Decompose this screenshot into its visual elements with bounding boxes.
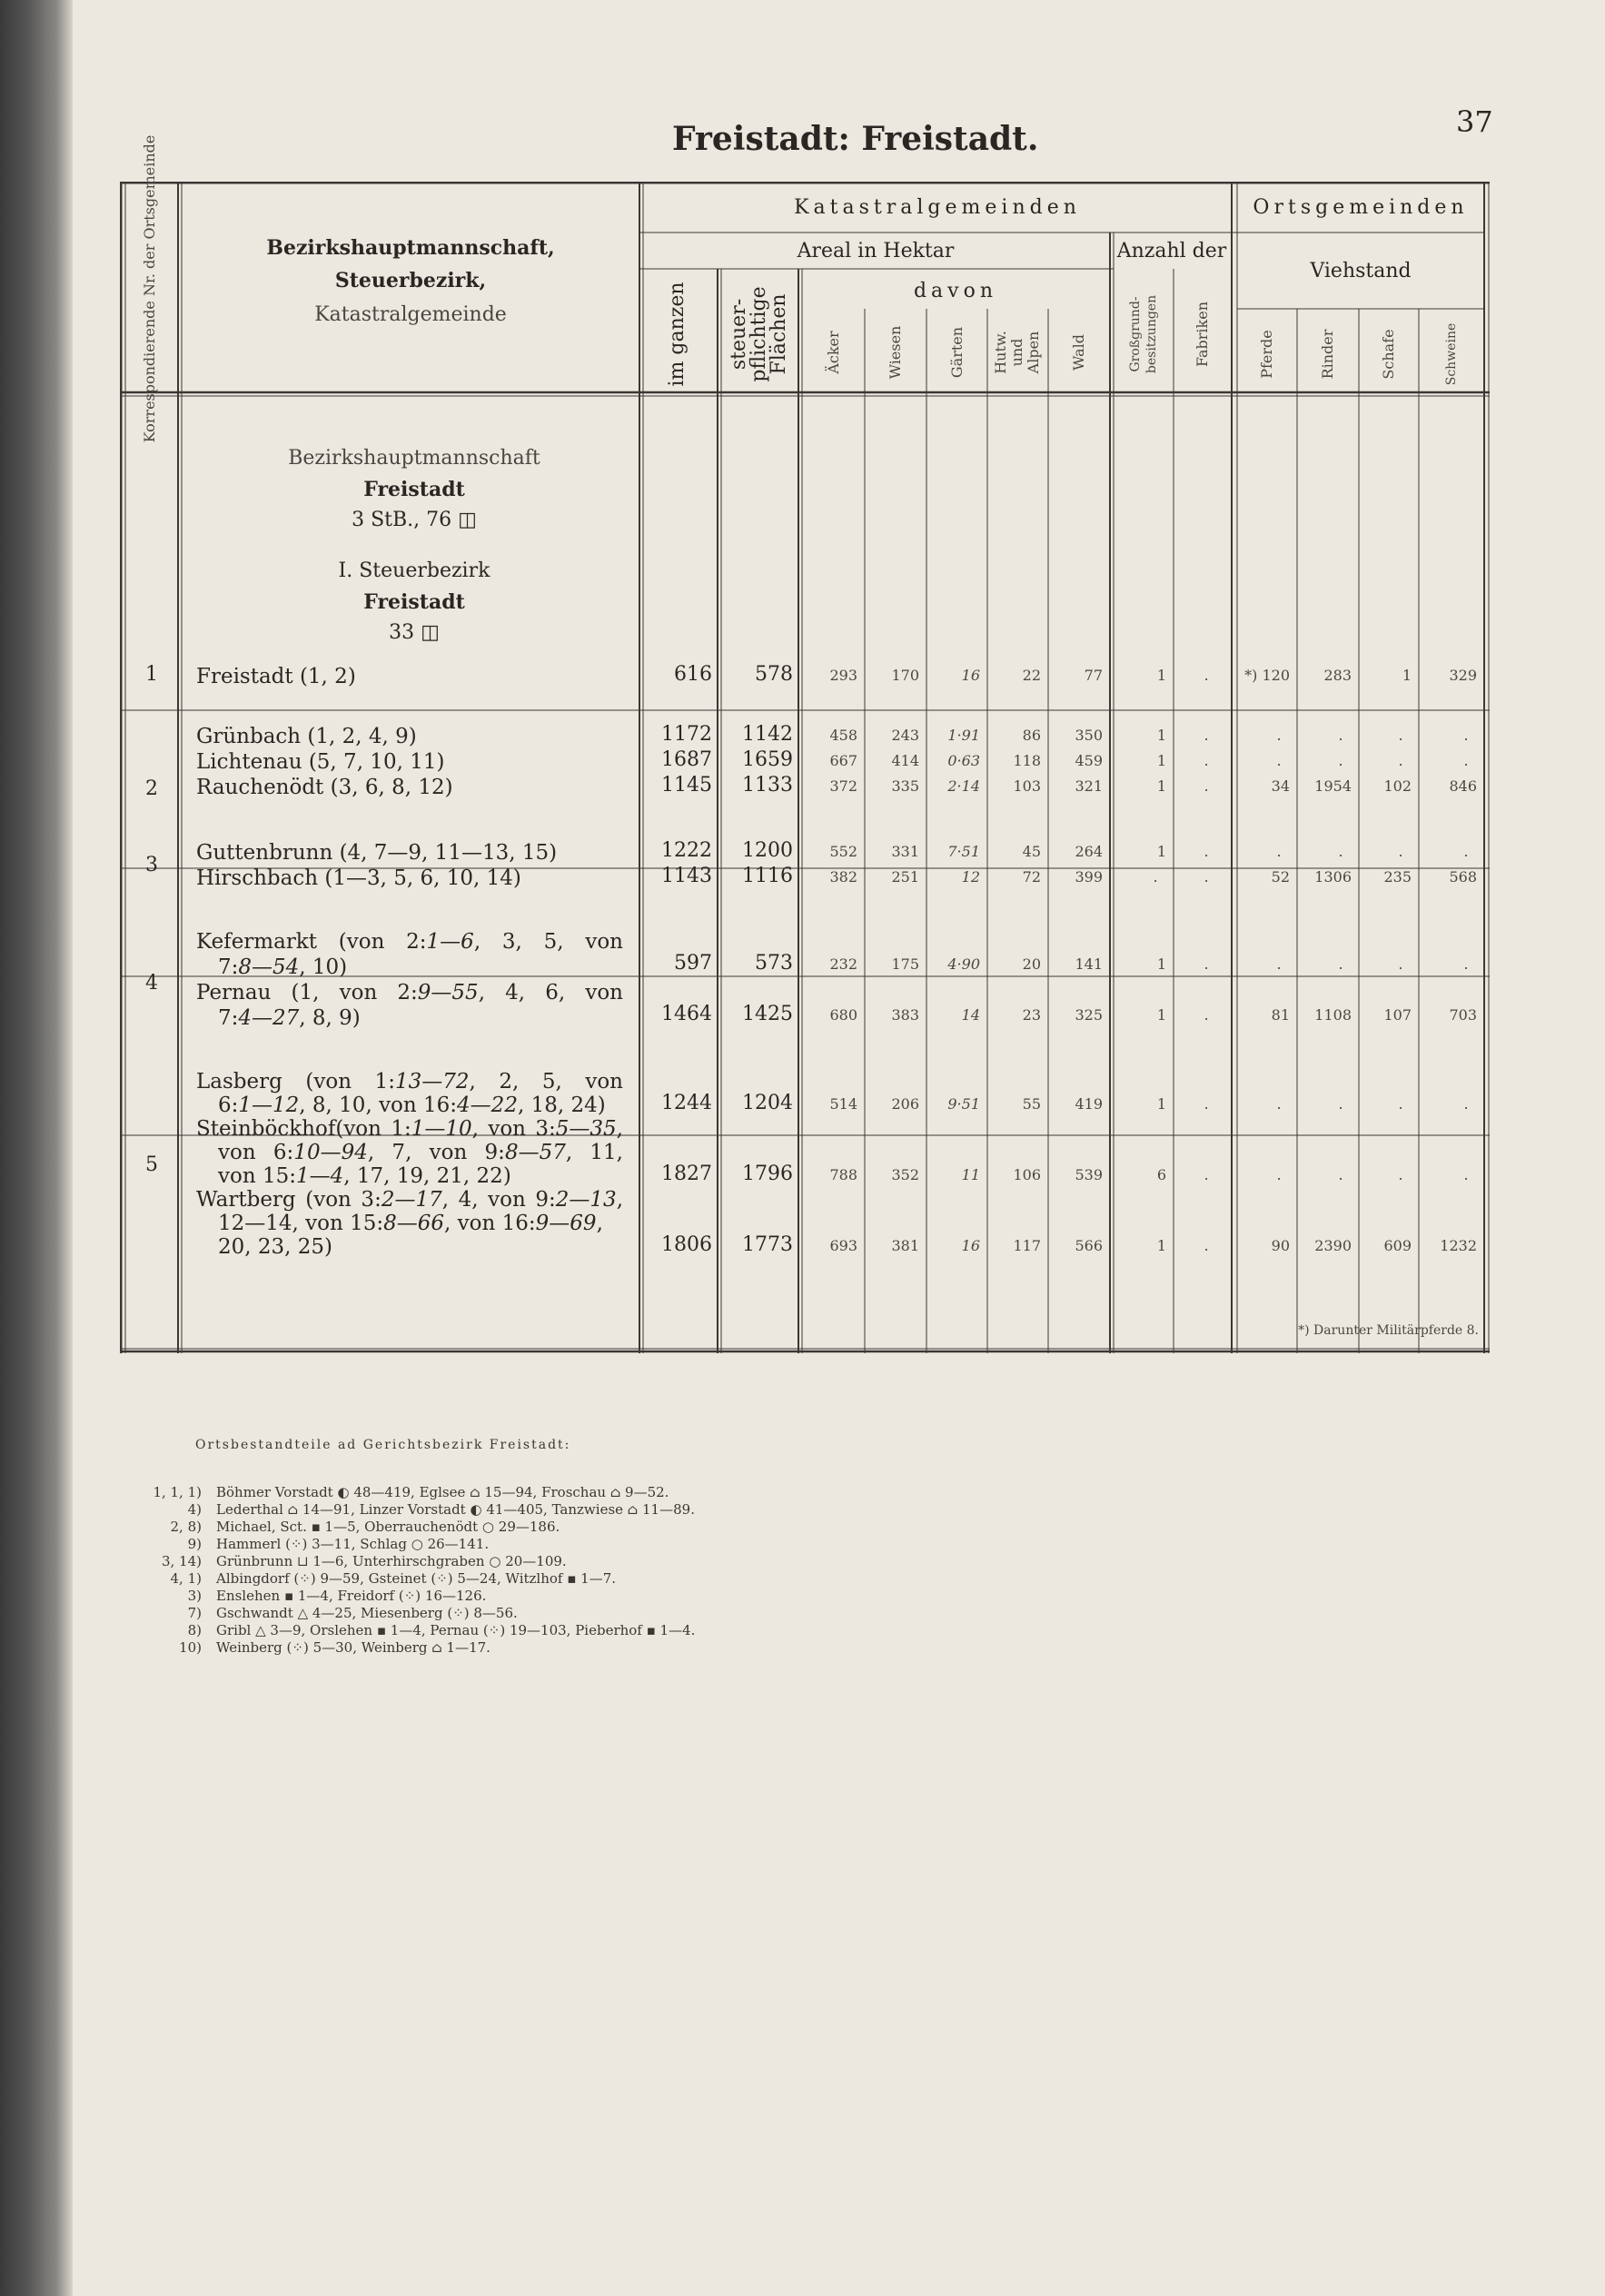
- cell-steuer: 1116: [742, 865, 793, 887]
- name-pernau: Pernau (1, von 2:9—55, 4, 6, von: [196, 981, 623, 1004]
- col-gross-1: Großgrund-: [1128, 296, 1143, 372]
- cell-fab: .: [1204, 667, 1209, 684]
- footnote-number: 10): [179, 1639, 202, 1656]
- cell-schweine: 703: [1449, 1006, 1477, 1024]
- footnote-text: Grünbrunn ⊔ 1—6, Unterhirschgraben ○ 20—109.: [216, 1553, 567, 1569]
- name-rauchenoedt: Rauchenödt (3, 6, 8, 12): [196, 776, 453, 799]
- cell-wiesen: 170: [891, 667, 919, 684]
- cell-schweine: .: [1463, 955, 1469, 973]
- cell-schweine: 846: [1449, 777, 1477, 795]
- cell-wiesen: 251: [891, 868, 919, 886]
- cell-steuer: 1133: [742, 774, 793, 797]
- footnote-text: Enslehen ▪ 1—4, Freidorf (⁘) 16—126.: [216, 1588, 487, 1604]
- name-wartberg-cont2: 20, 23, 25): [218, 1235, 333, 1259]
- col-bezirk-line3: Katastralgemeinde: [314, 303, 507, 326]
- intro-stb: I. Steuerbezirk: [338, 559, 490, 582]
- name-steinboeckhof-cont1: von 6:10—94, 7, von 9:8—57, 11,: [218, 1141, 623, 1164]
- cell-schweine: .: [1463, 752, 1469, 769]
- cell-wiesen: 414: [891, 752, 919, 769]
- cell-wald: 350: [1075, 727, 1103, 744]
- cell-wiesen: 243: [891, 727, 919, 744]
- cell-pferde: 81: [1271, 1006, 1290, 1024]
- name-freistadt: Freistadt (1, 2): [196, 665, 356, 688]
- group-number: 2: [145, 777, 158, 800]
- cell-schweine: 568: [1449, 868, 1477, 886]
- cell-gross: 1: [1156, 843, 1166, 860]
- col-hutw-3: Alpen: [1025, 331, 1042, 374]
- cell-acker: 382: [829, 868, 857, 886]
- cell-wiesen: 175: [891, 955, 919, 973]
- cell-acker: 372: [829, 777, 857, 795]
- cell-gross: 1: [1156, 777, 1166, 795]
- cell-gaerten: 4·90: [947, 955, 980, 973]
- cell-wiesen: 206: [891, 1095, 919, 1113]
- cell-ganz: 1687: [661, 748, 712, 771]
- cell-pferde: .: [1276, 1095, 1282, 1113]
- col-schafe: Schafe: [1380, 329, 1397, 380]
- cell-steuer: 1204: [742, 1092, 793, 1114]
- col-ortsgemeinden: Ortsgemeinden: [1253, 196, 1469, 219]
- col-katastralgemeinden: Katastralgemeinden: [794, 196, 1081, 219]
- name-lasberg-cont: 6:1—12, 8, 10, von 16:4—22, 18, 24): [218, 1094, 606, 1117]
- cell-rinder: .: [1338, 1095, 1343, 1113]
- cell-fab: .: [1204, 955, 1209, 973]
- name-wartberg-cont1: 12—14, von 15:8—66, von 16:9—69,: [218, 1212, 603, 1235]
- cell-wiesen: 335: [891, 777, 919, 795]
- name-lichtenau: Lichtenau (5, 7, 10, 11): [196, 750, 445, 774]
- footnote-text: Lederthal ⌂ 14—91, Linzer Vorstadt ◐ 41—405, Tanzwiese ⌂ 11—89.: [216, 1501, 695, 1518]
- cell-gross: 1: [1156, 1095, 1166, 1113]
- cell-hutw: 20: [1022, 955, 1041, 973]
- intro-bh-name: Freistadt: [363, 478, 465, 501]
- name-gruenbach: Grünbach (1, 2, 4, 9): [196, 725, 417, 748]
- cell-gaerten: 2·14: [947, 777, 980, 795]
- cell-fab: .: [1204, 727, 1209, 744]
- col-schweine: Schweine: [1444, 322, 1459, 386]
- footnote-text: Gschwandt △ 4—25, Miesenberg (⁘) 8—56.: [216, 1605, 518, 1621]
- cell-hutw: 117: [1013, 1237, 1041, 1254]
- cell-schweine: .: [1463, 1166, 1469, 1183]
- cell-fab: .: [1204, 777, 1209, 795]
- footnote-number: 7): [187, 1605, 202, 1621]
- cell-gross: .: [1153, 868, 1158, 886]
- name-pernau-cont: 7:4—27, 8, 9): [218, 1006, 361, 1030]
- cell-steuer: 573: [755, 952, 793, 975]
- cell-pferde: 90: [1271, 1237, 1290, 1254]
- name-wartberg: Wartberg (von 3:2—17, 4, von 9:2—13,: [196, 1188, 623, 1212]
- cell-acker: 680: [829, 1006, 857, 1024]
- cell-schafe: 102: [1383, 777, 1412, 795]
- cell-hutw: 22: [1022, 667, 1041, 684]
- cell-acker: 458: [829, 727, 857, 744]
- cell-steuer: 1142: [742, 723, 793, 746]
- cell-fab: .: [1204, 752, 1209, 769]
- cell-schafe: .: [1398, 727, 1403, 744]
- cell-acker: 232: [829, 955, 857, 973]
- col-gaerten: Gärten: [948, 326, 966, 379]
- intro-bh-stats: 3 StB., 76 ◫: [352, 509, 477, 531]
- col-viehstand: Viehstand: [1310, 260, 1412, 282]
- cell-ganz: 1464: [661, 1003, 712, 1025]
- col-fabriken: Fabriken: [1194, 301, 1211, 368]
- cell-gaerten: 12: [961, 868, 980, 886]
- group-number: 3: [145, 854, 158, 876]
- footnote-number: 1, 1, 1): [153, 1484, 202, 1500]
- cell-wald: 141: [1075, 955, 1103, 973]
- cell-schweine: 329: [1449, 667, 1477, 684]
- cell-ganz: 1827: [661, 1163, 712, 1185]
- cell-schafe: .: [1398, 955, 1403, 973]
- footnote-text: Hammerl (⁘) 3—11, Schlag ○ 26—141.: [216, 1536, 490, 1552]
- cell-pferde: .: [1276, 727, 1282, 744]
- page-edge-shadow: [0, 0, 73, 2296]
- cell-acker: 514: [829, 1095, 857, 1113]
- cell-gaerten: 16: [961, 667, 980, 684]
- cell-gaerten: 0·63: [947, 752, 980, 769]
- cell-pferde: .: [1276, 1166, 1282, 1183]
- cell-steuer: 1200: [742, 839, 793, 862]
- cell-wald: 264: [1075, 843, 1103, 860]
- cell-hutw: 45: [1022, 843, 1041, 860]
- cell-steuer: 1796: [742, 1163, 793, 1185]
- name-kefermarkt-cont: 7:8—54, 10): [218, 955, 348, 979]
- cell-acker: 693: [829, 1237, 857, 1254]
- cell-gross: 6: [1156, 1166, 1166, 1183]
- cell-ganz: 1244: [661, 1092, 712, 1114]
- cell-wald: 566: [1075, 1237, 1103, 1254]
- cell-wiesen: 331: [891, 843, 919, 860]
- col-steuer-2: pflichtige: [748, 286, 770, 382]
- cell-wald: 539: [1075, 1166, 1103, 1183]
- cell-schafe: 235: [1383, 868, 1412, 886]
- cell-fab: .: [1204, 1095, 1209, 1113]
- cell-wald: 459: [1075, 752, 1103, 769]
- cell-ganz: 1145: [661, 774, 712, 797]
- footnote-number: 4): [187, 1501, 202, 1518]
- cell-pferde: .: [1276, 752, 1282, 769]
- footnote-number: 8): [187, 1622, 202, 1638]
- footnote-number: 9): [187, 1536, 202, 1552]
- name-guttenbrunn: Guttenbrunn (4, 7—9, 11—13, 15): [196, 841, 558, 865]
- page-title: Freistadt: Freistadt.: [672, 120, 1039, 158]
- cell-gross: 1: [1156, 1237, 1166, 1254]
- col-korr-nr: Korrespondierende Nr. der Ortsgemeinde: [141, 134, 158, 443]
- cell-steuer: 578: [755, 663, 793, 686]
- col-rinder: Rinder: [1319, 329, 1336, 380]
- cell-fab: .: [1204, 1237, 1209, 1254]
- cell-acker: 293: [829, 667, 857, 684]
- col-pferde: Pferde: [1258, 330, 1275, 379]
- cell-pferde: 52: [1271, 868, 1290, 886]
- cell-rinder: 1306: [1314, 868, 1352, 886]
- col-anzahl: Anzahl der: [1116, 240, 1227, 262]
- footnote-text: Böhmer Vorstadt ◐ 48—419, Eglsee ⌂ 15—94, Froschau ⌂ 9—52.: [216, 1484, 669, 1500]
- cell-pferde: 34: [1271, 777, 1290, 795]
- cell-hutw: 118: [1013, 752, 1041, 769]
- col-steuer-1: steuer-: [728, 298, 750, 371]
- cell-gross: 1: [1156, 752, 1166, 769]
- cell-fab: .: [1204, 1166, 1209, 1183]
- cell-ganz: 1222: [661, 839, 712, 862]
- cell-wald: 77: [1084, 667, 1103, 684]
- cell-pferde: .: [1276, 955, 1282, 973]
- cell-schafe: 1: [1402, 667, 1412, 684]
- cell-rinder: 283: [1323, 667, 1352, 684]
- col-bezirk-line1: Bezirkshauptmannschaft,: [266, 236, 555, 260]
- cell-schweine: .: [1463, 727, 1469, 744]
- intro-stb-name: Freistadt: [363, 590, 465, 614]
- cell-schafe: .: [1398, 752, 1403, 769]
- col-bezirk-line2: Steuerbezirk,: [334, 269, 487, 292]
- name-steinboeckhof-cont2: von 15:1—4, 17, 19, 21, 22): [218, 1164, 511, 1188]
- cell-wald: 325: [1075, 1006, 1103, 1024]
- cell-gaerten: 11: [961, 1166, 980, 1183]
- cell-hutw: 55: [1022, 1095, 1041, 1113]
- cell-schafe: .: [1398, 843, 1403, 860]
- name-kefermarkt: Kefermarkt (von 2:1—6, 3, 5, von: [196, 930, 623, 954]
- page-number: 37: [1456, 104, 1493, 139]
- cell-schweine: 1232: [1440, 1237, 1477, 1254]
- cell-hutw: 86: [1022, 727, 1041, 744]
- group-number: 4: [145, 972, 158, 995]
- cell-steuer: 1425: [742, 1003, 793, 1025]
- cell-ganz: 1172: [661, 723, 712, 746]
- col-acker: Äcker: [825, 331, 842, 374]
- cell-schweine: .: [1463, 1095, 1469, 1113]
- footnote-number: 4, 1): [170, 1570, 202, 1587]
- cell-rinder: .: [1338, 955, 1343, 973]
- group-number: 1: [145, 663, 158, 686]
- cell-gross: 1: [1156, 1006, 1166, 1024]
- cell-schafe: 107: [1383, 1006, 1412, 1024]
- cell-rinder: .: [1338, 1166, 1343, 1183]
- footnote-text: Albingdorf (⁘) 9—59, Gsteinet (⁘) 5—24, Witzlhof ▪ 1—7.: [216, 1570, 617, 1587]
- cell-rinder: .: [1338, 752, 1343, 769]
- intro-stb-stats: 33 ◫: [389, 621, 440, 644]
- cell-steuer: 1659: [742, 748, 793, 771]
- footnote-number: 3, 14): [161, 1553, 202, 1569]
- cell-wald: 419: [1075, 1095, 1103, 1113]
- col-areal: Areal in Hektar: [797, 240, 955, 262]
- cell-acker: 552: [829, 843, 857, 860]
- cell-gaerten: 14: [961, 1006, 980, 1024]
- footnote-number: 2, 8): [170, 1519, 202, 1535]
- cell-rinder: 1108: [1314, 1006, 1352, 1024]
- cell-ganz: 616: [674, 663, 712, 686]
- col-hutw-1: Hutw.: [992, 331, 1009, 374]
- cell-gaerten: 1·91: [947, 727, 980, 744]
- cell-acker: 788: [829, 1166, 857, 1183]
- footnotes-title: Ortsbestandteile ad Gerichtsbezirk Freistadt:: [195, 1438, 571, 1452]
- cell-fab: .: [1204, 1006, 1209, 1024]
- col-gross-2: besitzungen: [1144, 294, 1159, 374]
- col-wald: Wald: [1070, 334, 1087, 371]
- cell-schafe: .: [1398, 1166, 1403, 1183]
- footnote-text: Weinberg (⁘) 5—30, Weinberg ⌂ 1—17.: [216, 1639, 490, 1656]
- cell-gross: 1: [1156, 727, 1166, 744]
- cell-pferde: .: [1276, 843, 1282, 860]
- cell-wiesen: 383: [891, 1006, 919, 1024]
- cell-rinder: 1954: [1314, 777, 1352, 795]
- col-wiesen: Wiesen: [887, 325, 904, 380]
- cell-schweine: .: [1463, 843, 1469, 860]
- col-davon: davon: [913, 280, 998, 302]
- cell-wald: 399: [1075, 868, 1103, 886]
- col-hutw-2: und: [1008, 338, 1025, 367]
- cell-fab: .: [1204, 868, 1209, 886]
- cell-rinder: .: [1338, 843, 1343, 860]
- cell-schafe: 609: [1383, 1237, 1412, 1254]
- cell-pferde: *) 120: [1244, 667, 1290, 684]
- cell-rinder: 2390: [1314, 1237, 1352, 1254]
- intro-bh: Bezirkshauptmannschaft: [288, 447, 540, 470]
- cell-ganz: 1143: [661, 865, 712, 887]
- cell-acker: 667: [829, 752, 857, 769]
- cell-gross: 1: [1156, 955, 1166, 973]
- col-steuer-3: Flächen: [768, 293, 790, 375]
- footnote-text: Michael, Sct. ▪ 1—5, Oberrauchenödt ○ 29—186.: [216, 1519, 560, 1535]
- cell-hutw: 106: [1013, 1166, 1041, 1183]
- name-hirschbach: Hirschbach (1—3, 5, 6, 10, 14): [196, 866, 521, 890]
- cell-gross: 1: [1156, 667, 1166, 684]
- cell-ganz: 1806: [661, 1233, 712, 1256]
- name-lasberg: Lasberg (von 1:13—72, 2, 5, von: [196, 1070, 623, 1094]
- cell-gaerten: 7·51: [947, 843, 980, 860]
- cell-fab: .: [1204, 843, 1209, 860]
- cell-hutw: 103: [1013, 777, 1041, 795]
- cell-ganz: 597: [674, 952, 712, 975]
- table-footnote: *) Darunter Militärpferde 8.: [1298, 1323, 1479, 1338]
- group-number: 5: [145, 1153, 158, 1176]
- cell-steuer: 1773: [742, 1233, 793, 1256]
- cell-hutw: 23: [1022, 1006, 1041, 1024]
- footnote-number: 3): [187, 1588, 202, 1604]
- footnote-text: Gribl △ 3—9, Orslehen ▪ 1—4, Pernau (⁘) 19—103, Pieberhof ▪ 1—4.: [216, 1622, 696, 1638]
- cell-gaerten: 16: [961, 1237, 980, 1254]
- cell-schafe: .: [1398, 1095, 1403, 1113]
- cell-wald: 321: [1075, 777, 1103, 795]
- cell-gaerten: 9·51: [947, 1095, 980, 1113]
- cell-hutw: 72: [1022, 868, 1041, 886]
- cell-wiesen: 381: [891, 1237, 919, 1254]
- cell-rinder: .: [1338, 727, 1343, 744]
- name-steinboeckhof: Steinböckhof(von 1:1—10, von 3:5—35,: [196, 1117, 623, 1141]
- cell-wiesen: 352: [891, 1166, 919, 1183]
- col-im-ganzen: im ganzen: [666, 282, 689, 387]
